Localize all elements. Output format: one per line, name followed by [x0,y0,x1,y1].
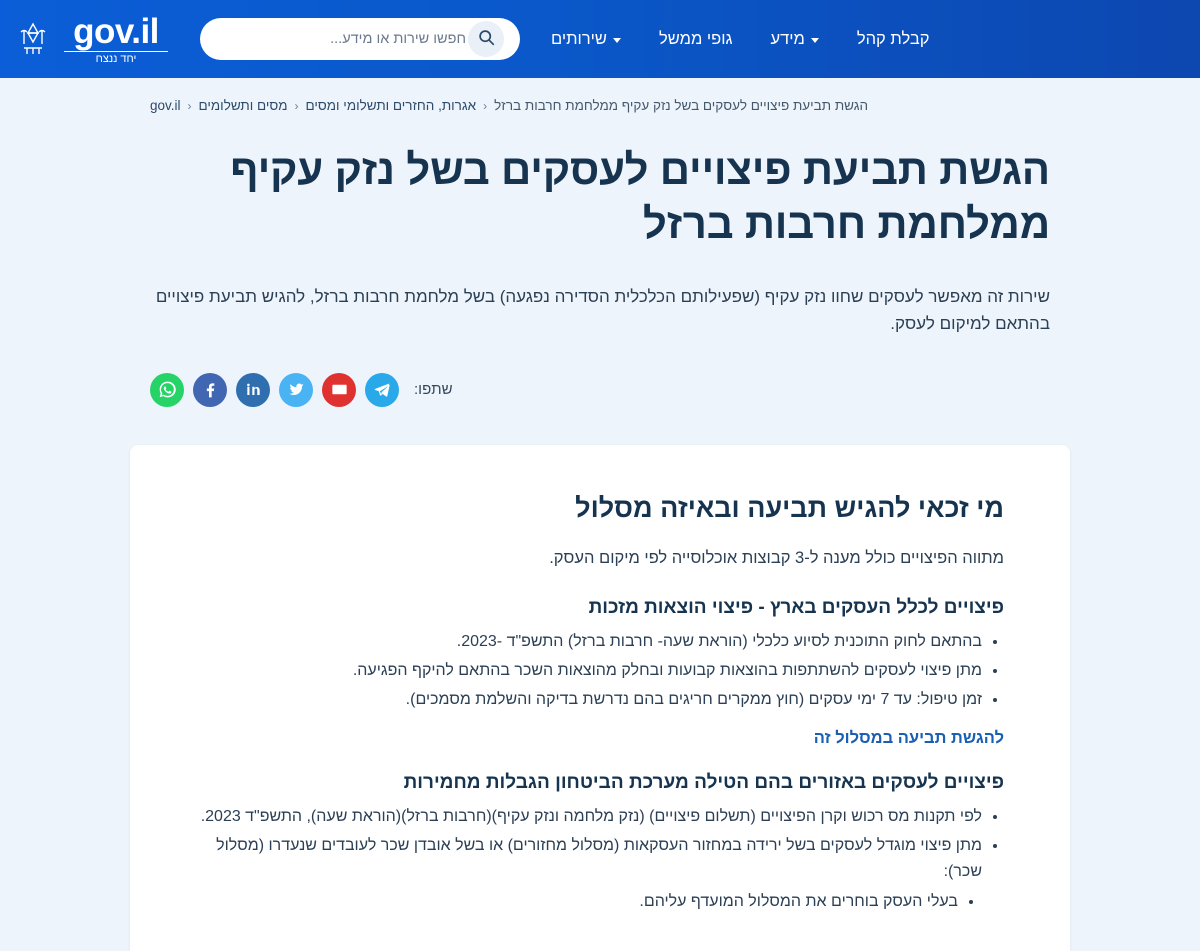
linkedin-share-button[interactable] [236,373,270,407]
linkedin-icon [244,380,263,399]
section-intro: מתווה הפיצויים כולל מענה ל-3 קבוצות אוכלוסייה לפי מיקום העסק. [549,548,1004,567]
search-icon [478,29,495,49]
email-share-button[interactable] [322,373,356,407]
telegram-icon [373,380,392,399]
breadcrumb-separator-icon: ‹ [294,98,299,113]
email-icon [330,380,349,399]
nav-item-information[interactable] [751,0,837,78]
main-navigation [532,0,948,78]
chevron-down-icon [613,38,621,43]
breadcrumb-item-current: הגשת תביעת פיצויים לעסקים בשל נזק עקיף ממלחמת חרבות ברזל [494,98,869,113]
block-heading-restricted-areas: פיצויים לעסקים באזורים בהם הטילה מערכת הביטחון הגבלות מחמירות [403,772,1004,794]
nav-label-services: שירותים [551,29,607,48]
bullet-list-general-compensation [196,629,1004,713]
gov-il-logo-text: gov.il [73,11,159,51]
breadcrumb-separator-icon: ‹ [187,98,192,113]
list-item: • בעלי העסק בוחרים את המסלול המועדף עליהם. [196,889,958,915]
search-bar[interactable] [200,18,520,60]
page-description: שירות זה מאפשר לעסקים שחוו נזק עקיף (שפעילותם הכלכלית הסדירה נפגעה) בשל מלחמת חרבות ברזל, להגיש תביעת פיצויים בהתאם למיקום לעסק. [155,286,1050,333]
block-heading-general-compensation: פיצויים לכלל העסקים בארץ - פיצוי הוצאות מזכות [588,597,1004,619]
breadcrumb-item-home[interactable]: gov.il [150,98,181,113]
share-row [150,373,1050,407]
bullet-list-restricted-areas [196,804,1004,915]
breadcrumb [150,78,1050,113]
chevron-down-icon [811,38,819,43]
nav-label-government-bodies: גופי ממשל [658,29,733,48]
content-card [130,445,1070,951]
top-navigation-bar [0,0,1200,78]
site-brand[interactable] [0,11,174,65]
list-item [196,833,982,915]
facebook-icon [201,380,220,399]
page-header [150,113,1050,337]
list-item-text: מתן פיצוי מוגדל לעסקים בשל ירידה במחזור העסקאות (מסלול מחזורים) או בשל אובדן שכר לעובדים שנעדרו (מסלול שכר): [216,837,982,880]
whatsapp-share-button[interactable] [150,373,184,407]
nav-label-reception: קבלת קהל [856,29,930,48]
list-item: • בהתאם לחוק התוכנית לסיוע כלכלי (הוראת שעה- חרבות ברזל) התשפ"ד -2023. [196,629,982,655]
nav-item-reception[interactable] [838,0,949,78]
search-button[interactable] [468,21,504,57]
submit-claim-link-general[interactable]: להגשת תביעה במסלול זה [813,729,1004,748]
facebook-share-button[interactable] [193,373,227,407]
nav-label-information: מידע [770,29,805,48]
breadcrumb-item-fees[interactable]: אגרות, החזרים ותשלומי ומסים [305,98,477,113]
israel-state-emblem-icon [16,17,50,61]
nav-item-services[interactable] [532,0,640,78]
section-title: מי זכאי להגיש תביעה ובאיזה מסלול [575,492,1004,523]
list-item: • זמן טיפול: עד 7 ימי עסקים (חוץ ממקרים חריגים בהם נדרשת בדיקה והשלמת מסמכים). [196,687,982,713]
breadcrumb-separator-icon: ‹ [483,98,488,113]
twitter-icon [287,380,306,399]
list-item: • מתן פיצוי לעסקים להשתתפות בהוצאות קבועות ובחלק מהוצאות השכר בהתאם להיקף הפגיעה. [196,658,982,684]
nav-item-government-bodies[interactable] [640,0,752,78]
telegram-share-button[interactable] [365,373,399,407]
logo-tagline: יחד ננצח [64,51,168,65]
page-title: הגשת תביעת פיצויים לעסקים בשל נזק עקיף ממלחמת חרבות ברזל [230,146,1050,247]
twitter-share-button[interactable] [279,373,313,407]
sub-bullet-list [196,889,982,915]
share-label: שתפו: [414,381,453,399]
search-input[interactable] [204,30,468,48]
list-item: • לפי תקנות מס רכוש וקרן הפיצויים (תשלום פיצויים) (נזק מלחמה ונזק עקיף)(חרבות ברזל)(הוראת שעה), התשפ"ד 2023. [196,804,982,830]
whatsapp-icon [158,380,177,399]
breadcrumb-item-taxes[interactable]: מסים ותשלומים [198,98,288,113]
